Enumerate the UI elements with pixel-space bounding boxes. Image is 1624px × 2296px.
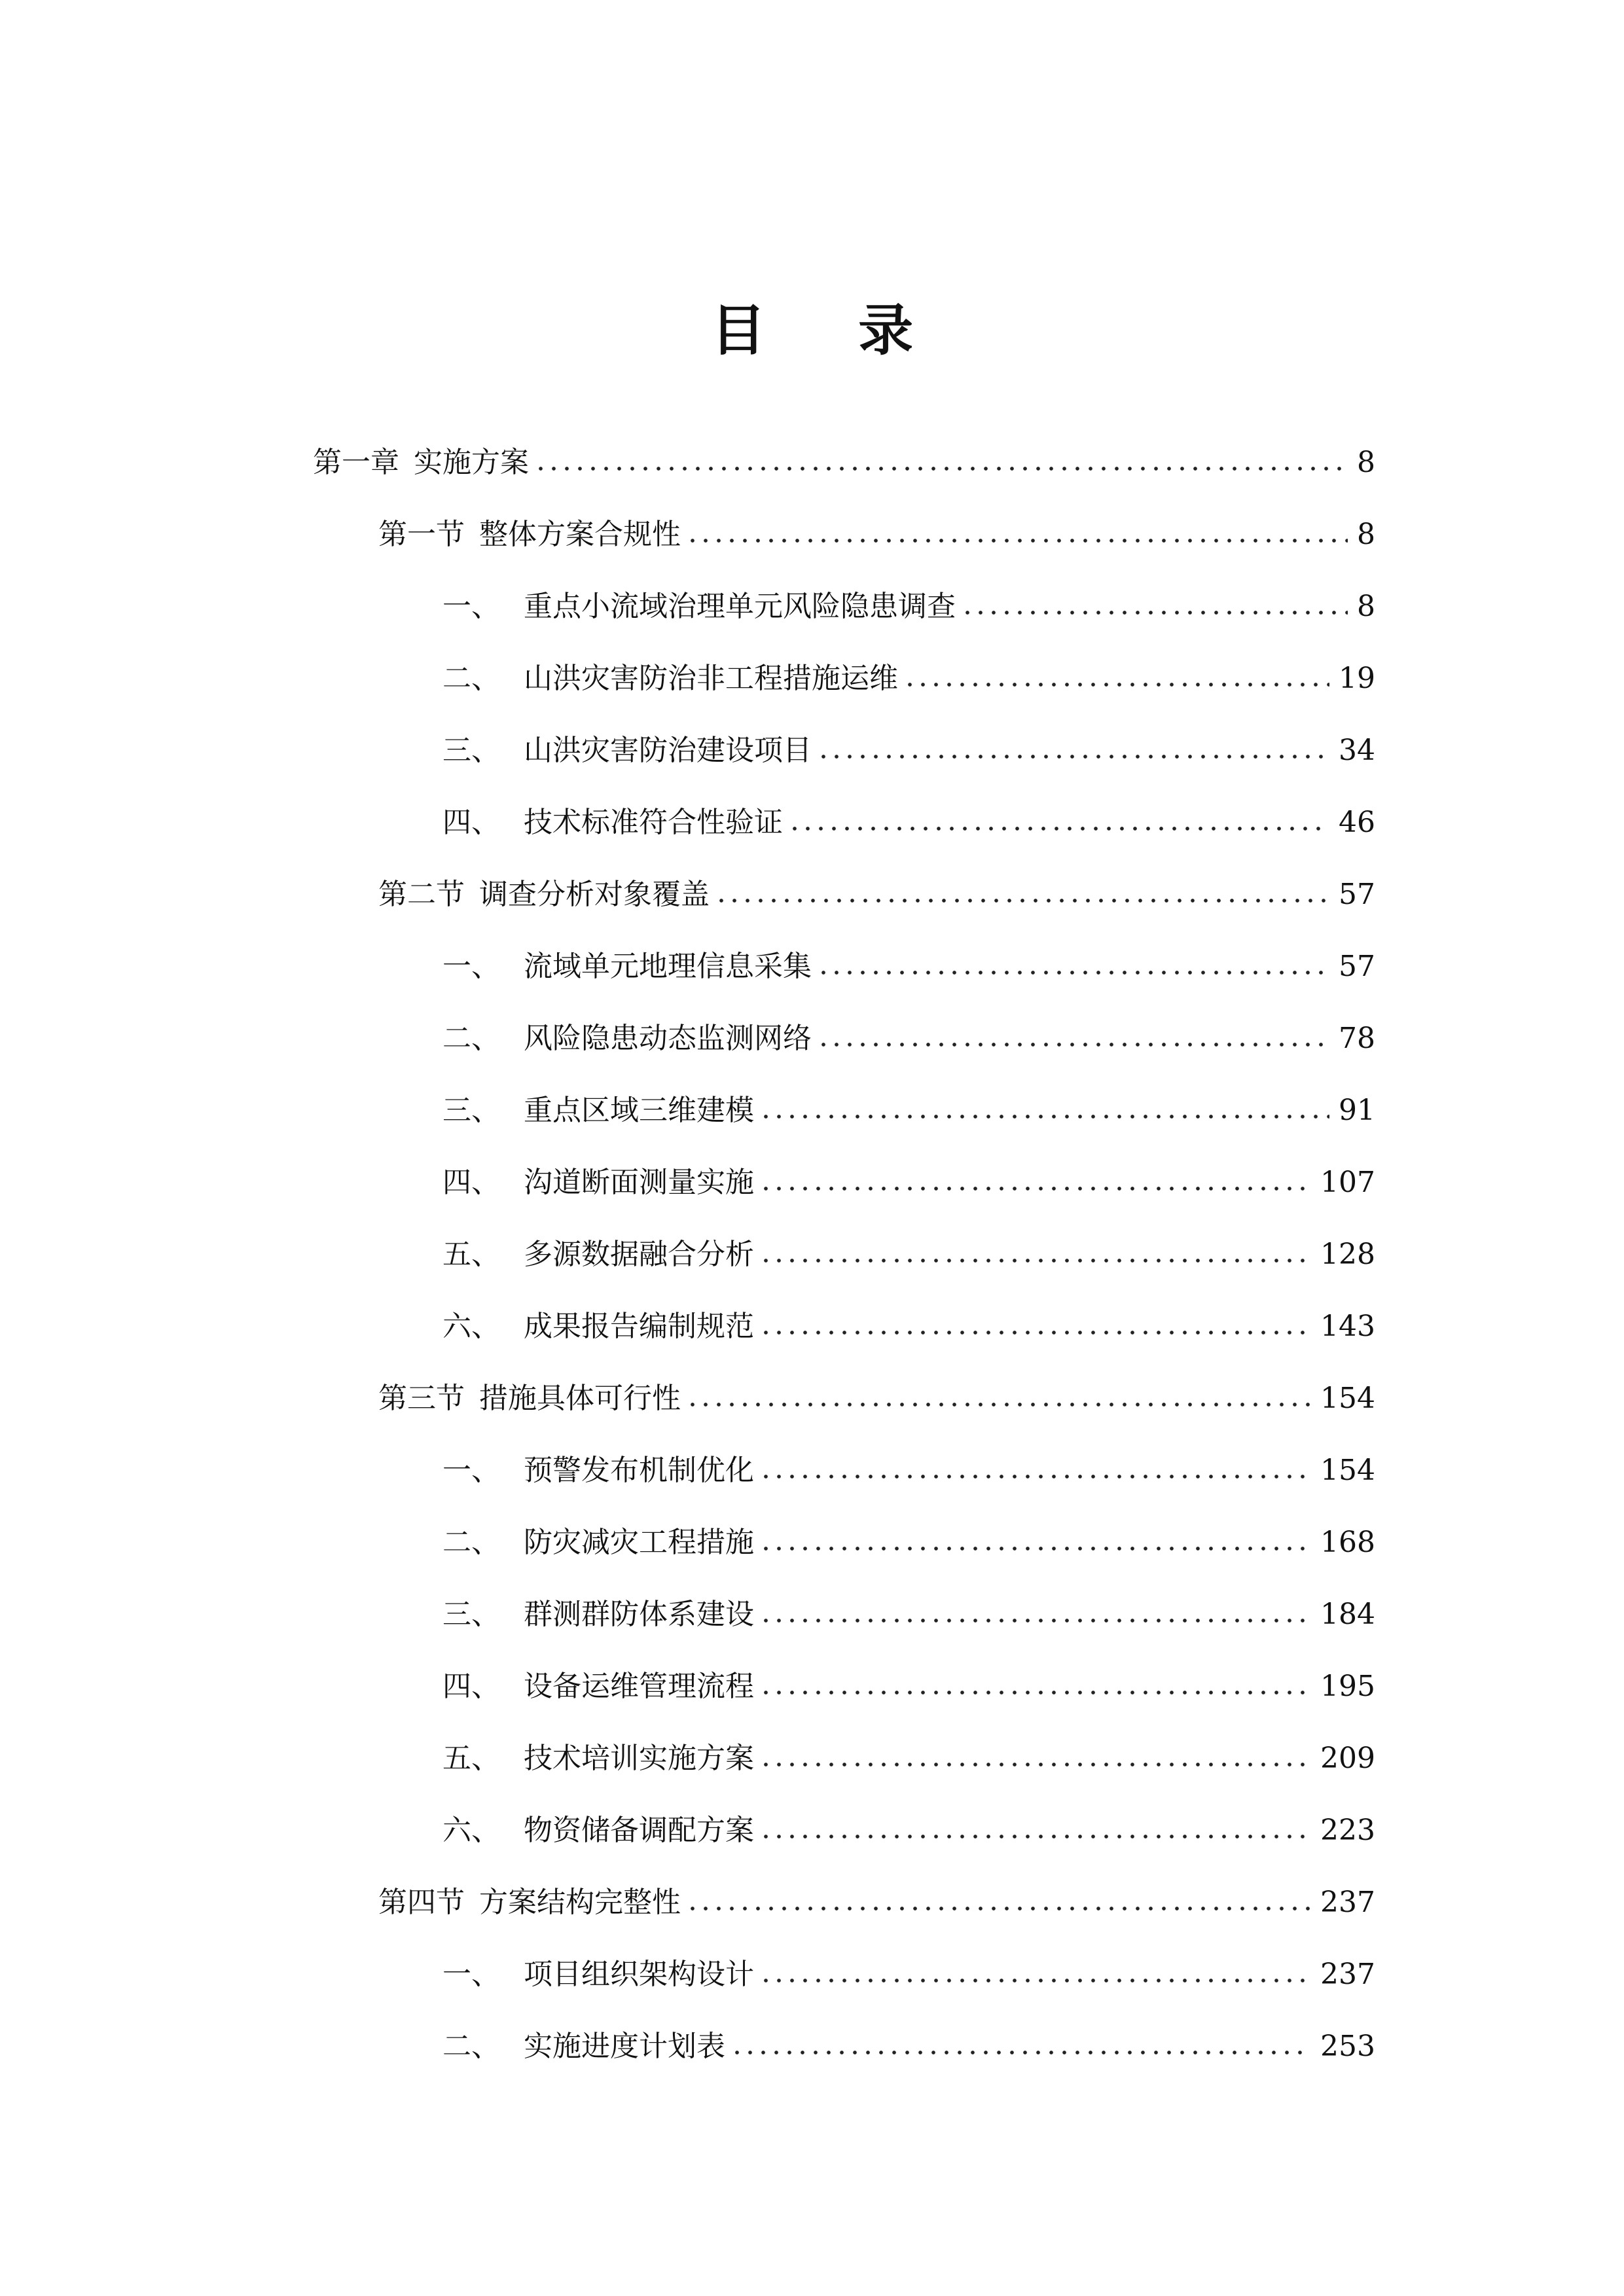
toc-entry-number: 二、 bbox=[442, 662, 500, 695]
dot-leader bbox=[961, 610, 1348, 615]
toc-entry-page-number: 107 bbox=[1320, 1166, 1375, 1199]
dot-leader bbox=[759, 1762, 1311, 1767]
toc-entry-label bbox=[442, 1307, 754, 1346]
toc-entry-number: 一、 bbox=[442, 950, 500, 983]
toc-entry-page-number: 78 bbox=[1339, 1022, 1375, 1055]
toc-entry-number: 五、 bbox=[442, 1742, 500, 1775]
toc-entry[interactable] bbox=[442, 1435, 1375, 1507]
toc-entry-label bbox=[442, 1451, 754, 1490]
toc-entry-page-number: 253 bbox=[1320, 2030, 1375, 2063]
toc-entry-title: 项目组织架构设计 bbox=[524, 1958, 754, 1991]
toc-entry-page-number: 8 bbox=[1357, 446, 1375, 479]
toc-entry-page-number: 195 bbox=[1320, 1670, 1375, 1703]
toc-entry-page-number: 91 bbox=[1339, 1094, 1375, 1127]
toc-entry-page-number: 154 bbox=[1320, 1382, 1375, 1415]
toc-entry-number: 三、 bbox=[442, 734, 500, 767]
toc-entry-number: 一、 bbox=[442, 1958, 500, 1991]
toc-entry-number: 六、 bbox=[442, 1814, 500, 1847]
toc-entry-label bbox=[442, 947, 812, 986]
toc-entry-number: 第一章 bbox=[313, 446, 399, 479]
toc-entry-title: 防灾减灾工程措施 bbox=[524, 1526, 754, 1559]
toc-entry-page-number: 57 bbox=[1339, 950, 1375, 983]
toc-entry-title: 重点小流域治理单元风险隐患调查 bbox=[524, 590, 956, 623]
toc-entry-number: 二、 bbox=[442, 2030, 500, 2063]
toc-entry-page-number: 143 bbox=[1320, 1310, 1375, 1343]
toc-entry-page-number: 237 bbox=[1320, 1886, 1375, 1919]
toc-entry-page-number: 209 bbox=[1320, 1742, 1375, 1775]
toc-entry-page-number: 168 bbox=[1320, 1526, 1375, 1559]
toc-entry-number: 第四节 bbox=[378, 1886, 465, 1919]
dot-leader bbox=[759, 1690, 1311, 1695]
dot-leader bbox=[759, 1258, 1311, 1263]
page-title: 目 录 bbox=[710, 298, 950, 363]
toc-entry-title: 设备运维管理流程 bbox=[524, 1670, 754, 1703]
toc-entry[interactable] bbox=[442, 715, 1375, 787]
dot-leader bbox=[686, 1906, 1311, 1911]
dot-leader bbox=[903, 682, 1329, 687]
toc-entry-number: 二、 bbox=[442, 1022, 500, 1055]
toc-entry-title: 山洪灾害防治非工程措施运维 bbox=[524, 662, 898, 695]
toc-entry-number: 第一节 bbox=[378, 518, 465, 551]
toc-entry-label bbox=[442, 731, 812, 770]
toc-entry-label bbox=[378, 875, 710, 914]
toc-entry-label bbox=[442, 659, 898, 698]
toc-entry-page-number: 19 bbox=[1339, 662, 1375, 695]
toc-entry-title: 山洪灾害防治建设项目 bbox=[524, 734, 812, 767]
toc-entry-page-number: 57 bbox=[1339, 878, 1375, 911]
toc-entry[interactable] bbox=[442, 931, 1375, 1003]
toc-entry[interactable] bbox=[442, 787, 1375, 859]
toc-entry[interactable] bbox=[442, 1795, 1375, 1867]
dot-leader bbox=[686, 1402, 1311, 1407]
toc-entry[interactable] bbox=[442, 2011, 1375, 2083]
toc-entry-title: 多源数据融合分析 bbox=[524, 1238, 754, 1271]
toc-entry-number: 四、 bbox=[442, 1670, 500, 1703]
toc-entry-title: 物资储备调配方案 bbox=[524, 1814, 754, 1847]
toc-entry-page-number: 128 bbox=[1320, 1238, 1375, 1271]
dot-leader bbox=[534, 466, 1348, 471]
toc-entry-label bbox=[313, 443, 529, 482]
toc-entry[interactable] bbox=[378, 499, 1375, 571]
toc-entry[interactable] bbox=[442, 1291, 1375, 1363]
toc-entry-number: 四、 bbox=[442, 1166, 500, 1199]
toc-entry-label bbox=[442, 1667, 754, 1706]
dot-leader bbox=[817, 970, 1329, 975]
toc-entry-title: 实施进度计划表 bbox=[524, 2030, 725, 2063]
toc-entry-label bbox=[442, 587, 956, 626]
toc-entry[interactable] bbox=[442, 1651, 1375, 1723]
toc-entry-title: 调查分析对象覆盖 bbox=[479, 878, 710, 911]
toc-entry[interactable] bbox=[442, 1003, 1375, 1075]
toc-entry[interactable] bbox=[442, 1723, 1375, 1795]
toc-entry[interactable] bbox=[442, 1507, 1375, 1579]
toc-entry-number: 第二节 bbox=[378, 878, 465, 911]
toc-entry-title: 流域单元地理信息采集 bbox=[524, 950, 812, 983]
toc-entry[interactable] bbox=[442, 1147, 1375, 1219]
toc-entry-number: 第三节 bbox=[378, 1382, 465, 1415]
dot-leader bbox=[759, 1186, 1311, 1191]
toc-entry-label bbox=[442, 803, 783, 842]
dot-leader bbox=[788, 826, 1329, 831]
toc-entry-number: 四、 bbox=[442, 806, 500, 839]
dot-leader bbox=[759, 1978, 1311, 1983]
toc-entry-title: 群测群防体系建设 bbox=[524, 1598, 754, 1631]
toc-entry[interactable] bbox=[378, 1363, 1375, 1435]
toc-entry-title: 整体方案合规性 bbox=[479, 518, 681, 551]
dot-leader bbox=[817, 754, 1329, 759]
toc-entry-label bbox=[442, 1955, 754, 1994]
toc-entry-label bbox=[442, 1163, 754, 1202]
toc-entry-title: 实施方案 bbox=[414, 446, 529, 479]
toc-entry-label bbox=[442, 1235, 754, 1274]
toc-entry-label bbox=[442, 1019, 812, 1058]
toc-entry-title: 风险隐患动态监测网络 bbox=[524, 1022, 812, 1055]
toc-entry-title: 重点区域三维建模 bbox=[524, 1094, 754, 1127]
dot-leader bbox=[759, 1330, 1311, 1335]
toc-entry-title: 技术培训实施方案 bbox=[524, 1742, 754, 1775]
toc-entry-label bbox=[442, 1523, 754, 1562]
toc-entry[interactable] bbox=[442, 1075, 1375, 1147]
toc-entry-title: 方案结构完整性 bbox=[479, 1886, 681, 1919]
toc-entry-label bbox=[442, 1739, 754, 1778]
toc-entry[interactable] bbox=[442, 571, 1375, 643]
toc-entry[interactable] bbox=[378, 1867, 1375, 1939]
toc-entry-number: 二、 bbox=[442, 1526, 500, 1559]
toc-entry-label bbox=[442, 1595, 754, 1634]
dot-leader bbox=[759, 1546, 1311, 1551]
toc-entry-title: 沟道断面测量实施 bbox=[524, 1166, 754, 1199]
toc-entry-page-number: 34 bbox=[1339, 734, 1375, 767]
dot-leader bbox=[759, 1474, 1311, 1479]
toc-entry-page-number: 8 bbox=[1357, 590, 1375, 623]
toc-entry-number: 一、 bbox=[442, 590, 500, 623]
toc-entry-title: 预警发布机制优化 bbox=[524, 1454, 754, 1487]
toc-entry-label bbox=[378, 1379, 681, 1418]
toc-entry-number: 六、 bbox=[442, 1310, 500, 1343]
toc-entry-label bbox=[442, 1811, 754, 1850]
toc-entry[interactable] bbox=[378, 859, 1375, 931]
toc-entry-title: 措施具体可行性 bbox=[479, 1382, 681, 1415]
toc-entry-title: 技术标准符合性验证 bbox=[524, 806, 783, 839]
toc-entry-page-number: 8 bbox=[1357, 518, 1375, 551]
toc-entry-number: 三、 bbox=[442, 1094, 500, 1127]
dot-leader bbox=[759, 1834, 1311, 1839]
dot-leader bbox=[715, 898, 1329, 903]
dot-leader bbox=[817, 1042, 1329, 1047]
toc-entry-page-number: 184 bbox=[1320, 1598, 1375, 1631]
toc-entry[interactable] bbox=[442, 1939, 1375, 2011]
toc-entry-page-number: 223 bbox=[1320, 1814, 1375, 1847]
toc-entry-number: 一、 bbox=[442, 1454, 500, 1487]
toc-entry-page-number: 154 bbox=[1320, 1454, 1375, 1487]
dot-leader bbox=[686, 538, 1348, 543]
toc-entry[interactable] bbox=[313, 427, 1375, 499]
toc-entry-label bbox=[378, 515, 681, 554]
dot-leader bbox=[759, 1114, 1329, 1119]
dot-leader bbox=[731, 2050, 1311, 2055]
toc-entry-title: 成果报告编制规范 bbox=[524, 1310, 754, 1343]
toc-entry-label bbox=[442, 2027, 725, 2066]
toc-entry[interactable] bbox=[442, 643, 1375, 715]
toc-entry[interactable] bbox=[442, 1219, 1375, 1291]
toc-entry-page-number: 237 bbox=[1320, 1958, 1375, 1991]
toc-entry-number: 五、 bbox=[442, 1238, 500, 1271]
toc-entry-page-number: 46 bbox=[1339, 806, 1375, 839]
toc-entry[interactable] bbox=[442, 1579, 1375, 1651]
toc-entry-label bbox=[378, 1883, 681, 1922]
toc-entry-label bbox=[442, 1091, 754, 1130]
dot-leader bbox=[759, 1618, 1311, 1623]
toc-entry-number: 三、 bbox=[442, 1598, 500, 1631]
